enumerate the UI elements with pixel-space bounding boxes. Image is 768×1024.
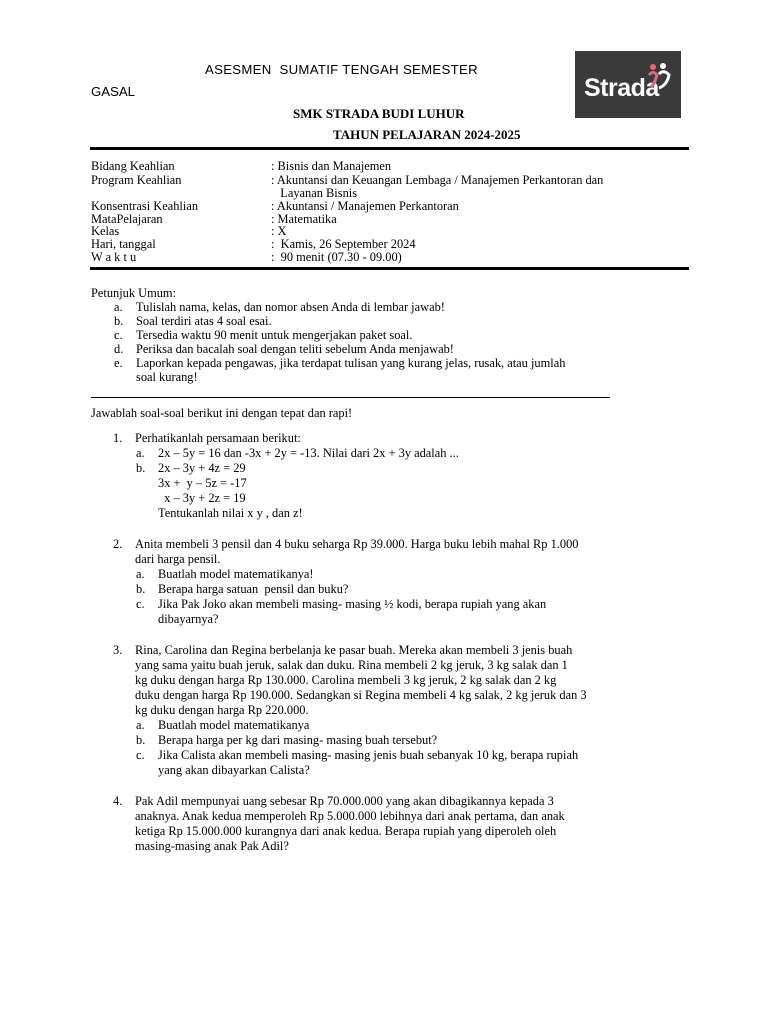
- school-name: SMK STRADA BUDI LUHUR: [293, 106, 465, 121]
- info-value: : Akuntansi dan Keuangan Lembaga / Manajemen Perkantoran dan: [271, 173, 604, 187]
- intro-text: Jawablah soal-soal berikut ini dengan tepat dan rapi!: [91, 406, 353, 420]
- academic-year: TAHUN PELAJARAN 2024-2025: [333, 127, 521, 142]
- instruction-marker: a.: [114, 300, 123, 314]
- question-text: kg duku dengan harga Rp 130.000. Carolina membeli 3 kg jeruk, 2 kg salak dan 2 kg: [135, 673, 557, 687]
- question-text: yang sama yaitu buah jeruk, salak dan duku. Rina membeli 2 kg jeruk, 3 kg salak dan 1: [135, 658, 568, 672]
- question-text: Jika Pak Joko akan membeli masing- masing ½ kodi, berapa rupiah yang akan: [158, 597, 547, 611]
- question-text: duku dengan harga Rp 190.000. Sedangkan si Regina membeli 4 kg salak, 2 kg jeruk dan 3: [135, 688, 587, 702]
- people-icon: [645, 61, 675, 91]
- question-text: Berapa harga per kg dari masing- masing buah tersebut?: [158, 733, 438, 747]
- question-text: Pak Adil mempunyai uang sebesar Rp 70.000.000 yang akan dibagikannya kepada 3: [135, 794, 554, 808]
- info-value: : Bisnis dan Manajemen: [271, 159, 392, 173]
- sub-marker: a.: [136, 446, 145, 460]
- logo-text: Strada: [584, 74, 659, 102]
- instruction-marker: b.: [114, 314, 124, 328]
- info-label: Kelas: [91, 224, 120, 238]
- question-text: anaknya. Anak kedua memperoleh Rp 5.000.000 lebihnya dari anak pertama, dan anak: [135, 809, 565, 823]
- instructions-divider: [91, 397, 610, 398]
- info-value: : Matematika: [271, 212, 337, 226]
- info-label: Bidang Keahlian: [91, 159, 175, 173]
- question-number: 2.: [113, 537, 123, 551]
- question-text: dari harga pensil.: [135, 552, 221, 566]
- instructions-heading: Petunjuk Umum:: [91, 286, 177, 300]
- sub-marker: a.: [136, 567, 145, 581]
- instruction-text: Periksa dan bacalah soal dengan teliti sebelum Anda menjawab!: [136, 342, 454, 356]
- question-text: Perhatikanlah persamaan berikut:: [135, 431, 301, 445]
- question-text: yang akan dibayarkan Calista?: [158, 763, 310, 777]
- question-text: Anita membeli 3 pensil dan 4 buku seharga Rp 39.000. Harga buku lebih mahal Rp 1.000: [135, 537, 579, 551]
- question-text: ketiga Rp 15.000.000 kurangnya dari anak kedua. Berapa rupiah yang diperoleh oleh: [135, 824, 557, 838]
- question-text: masing-masing anak Pak Adil?: [135, 839, 289, 853]
- instruction-text: Tersedia waktu 90 menit untuk mengerjakan paket soal.: [136, 328, 413, 342]
- instruction-text: soal kurang!: [136, 370, 198, 384]
- sub-marker: c.: [136, 748, 145, 762]
- info-value: : Akuntansi / Manajemen Perkantoran: [271, 199, 459, 213]
- question-number: 4.: [113, 794, 123, 808]
- question-text: Rina, Carolina dan Regina berbelanja ke pasar buah. Mereka akan membeli 3 jenis buah: [135, 643, 573, 657]
- equation-line: x – 3y + 2z = 19: [158, 491, 246, 505]
- question-text: 2x – 5y = 16 dan -3x + 2y = -13. Nilai dari 2x + 3y adalah ...: [158, 446, 459, 460]
- instruction-text: Laporkan kepada pengawas, jika terdapat tulisan yang kurang jelas, rusak, atau jumlah: [136, 356, 566, 370]
- question-number: 1.: [113, 431, 123, 445]
- info-label: W a k t u: [91, 250, 137, 264]
- question-text: Buatlah model matematikanya!: [158, 567, 314, 581]
- info-label: Hari, tanggal: [91, 237, 156, 251]
- question-text: dibayarnya?: [158, 612, 219, 626]
- sub-marker: b.: [136, 733, 146, 747]
- instruction-marker: e.: [114, 356, 123, 370]
- info-value: : Kamis, 26 September 2024: [271, 237, 416, 251]
- info-value: Layanan Bisnis: [271, 186, 358, 200]
- question-text: Berapa harga satuan pensil dan buku?: [158, 582, 349, 596]
- instruction-marker: d.: [114, 342, 124, 356]
- info-value: : X: [271, 224, 287, 238]
- info-label: Konsentrasi Keahlian: [91, 199, 199, 213]
- info-value: : 90 menit (07.30 - 09.00): [271, 250, 402, 264]
- header-rule-bottom: [90, 267, 689, 270]
- exam-title: ASESMEN SUMATIF TENGAH SEMESTER: [205, 62, 478, 77]
- info-label: MataPelajaran: [91, 212, 163, 226]
- strada-logo: [575, 51, 681, 118]
- equation-line: 3x + y – 5z = -17: [158, 476, 247, 490]
- question-text: Jika Calista akan membeli masing- masing jenis buah sebanyak 10 kg, berapa rupiah: [158, 748, 579, 762]
- question-text: kg duku dengan harga Rp 220.000.: [135, 703, 309, 717]
- sub-marker: c.: [136, 597, 145, 611]
- instruction-text: Soal terdiri atas 4 soal esai.: [136, 314, 272, 328]
- sub-marker: b.: [136, 582, 146, 596]
- equation-line: 2x – 3y + 4z = 29: [158, 461, 246, 475]
- info-label: Program Keahlian: [91, 173, 182, 187]
- exam-term: GASAL: [91, 84, 135, 99]
- header-rule-top: [90, 147, 689, 150]
- sub-marker: b.: [136, 461, 146, 475]
- question-text: Tentukanlah nilai x y , dan z!: [158, 506, 303, 520]
- question-number: 3.: [113, 643, 123, 657]
- question-text: Buatlah model matematikanya: [158, 718, 310, 732]
- instruction-marker: c.: [114, 328, 123, 342]
- instruction-text: Tulislah nama, kelas, dan nomor absen Anda di lembar jawab!: [136, 300, 445, 314]
- sub-marker: a.: [136, 718, 145, 732]
